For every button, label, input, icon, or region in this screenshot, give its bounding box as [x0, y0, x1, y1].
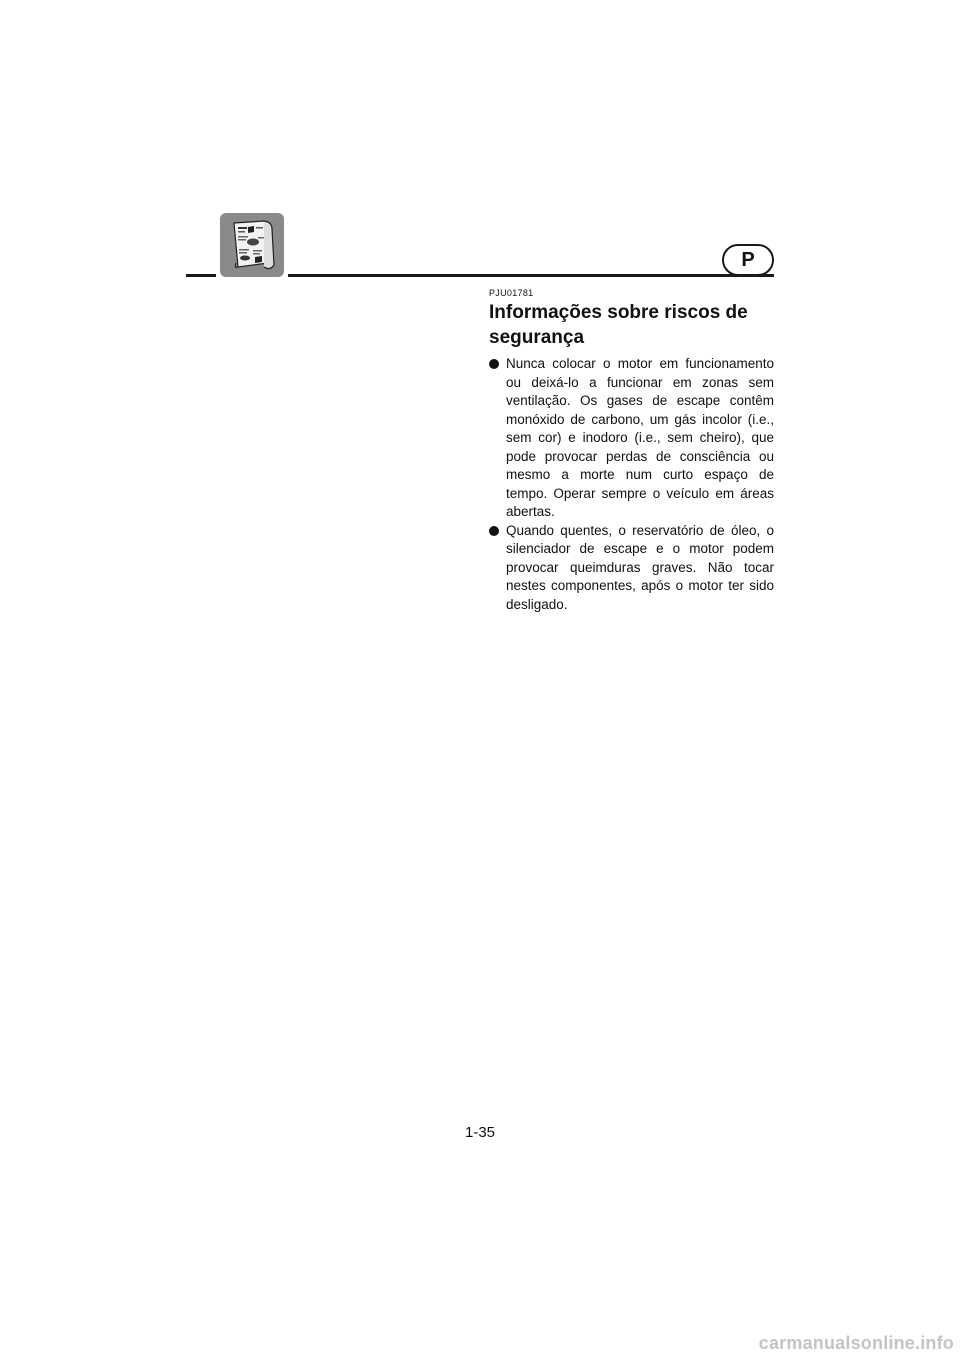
header-rule-left	[186, 274, 216, 277]
language-badge: P	[722, 244, 774, 276]
list-item	[489, 355, 774, 522]
manual-booklet-icon	[220, 213, 284, 277]
list-item	[489, 522, 774, 615]
section-code: PJU01781	[489, 288, 534, 298]
section-title: Informações sobre riscos de segurança	[489, 302, 748, 348]
page-number: 1-35	[464, 1124, 496, 1141]
section-content	[489, 288, 774, 614]
header-rule-right	[288, 274, 774, 277]
bullet-list	[489, 355, 774, 614]
bullet-text: Quando quentes, o reservatório de óleo, o silenciador de escape e o motor podem provocar queimduras graves. Não tocar nestes componentes, após o motor ter sido desligado.	[506, 522, 774, 612]
bullet-icon	[489, 526, 499, 536]
bullet-icon	[489, 359, 499, 369]
bullet-text: Nunca colocar o motor em funcionamento ou deixá-lo a funcionar em zonas sem ventilação. Os gases de escape contêm monóxido de carbono, um gás incolor (i.e., sem cor) e inodoro (i.e., sem cheiro), que pode provocar perdas de consciência ou mesmo a morte num curto espaço de tempo. Operar sempre o veículo em áreas abertas.	[506, 356, 774, 519]
watermark-link[interactable]: carmanualsonline.info	[758, 1333, 954, 1353]
